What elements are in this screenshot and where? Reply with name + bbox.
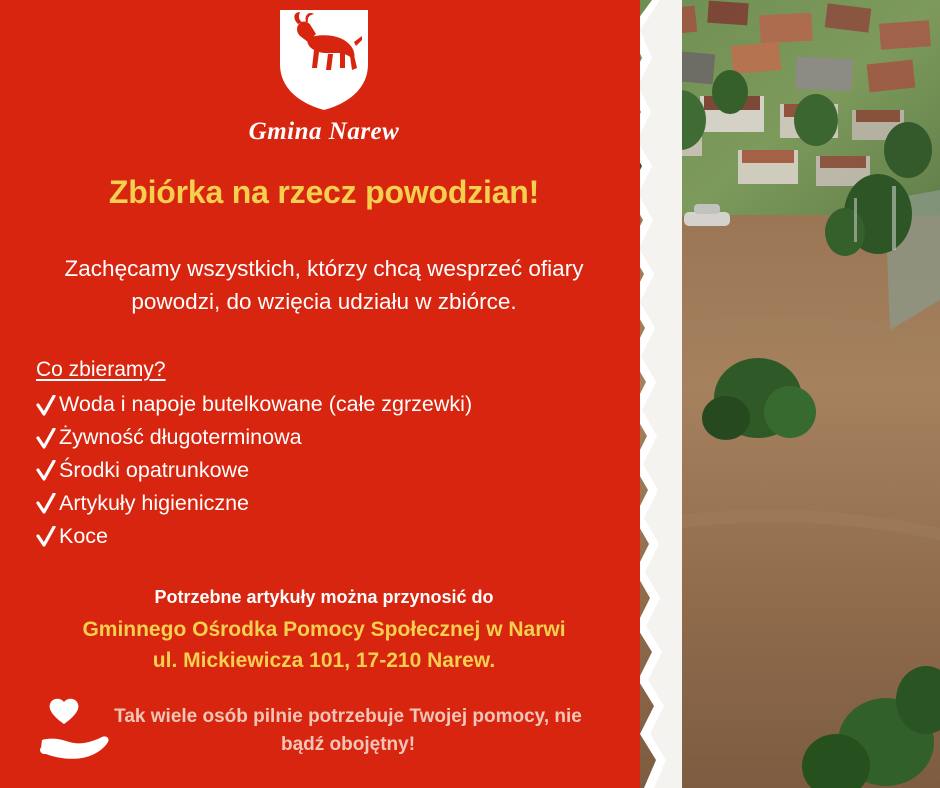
check-icon [36,492,56,514]
address-intro: Potrzebne artykuły można przynosić do [154,586,494,607]
collection-items-list [36,388,624,552]
list-item-label: Żywność długoterminowa [59,425,302,450]
dropoff-address-block [24,587,624,677]
address-line-2: ul. Mickiewicza 101, 17-210 Narew. [152,649,496,673]
address-line-1: Gminnego Ośrodka Pomocy Społecznej w Narwi [82,617,566,641]
list-item [36,520,624,553]
footer-block [24,696,624,766]
list-item-label: Artykuły higieniczne [59,490,250,515]
collection-list-section [24,358,624,552]
list-item-label: Koce [59,523,109,548]
flood-photo-panel [640,0,940,788]
list-item-label: Woda i napoje butelkowane (całe zgrzewki) [59,392,473,417]
flood-photo [640,0,940,788]
intro-paragraph: Zachęcamy wszystkich, którzy chcą wesprzeć ofiary powodzi, do wzięcia udziału w zbiórce. [64,256,584,314]
page-title: Zbiórka na rzecz powodzian! [108,174,540,210]
footer-message: Tak wiele osób pilnie potrzebuje Twojej pomocy, nie bądź obojętny! [114,705,582,755]
municipality-crest-block [24,0,624,146]
check-icon [36,459,56,481]
list-item [36,421,624,454]
hand-holding-heart-icon [38,696,112,766]
list-item-label: Środki opatrunkowe [59,458,250,483]
check-icon [36,525,56,547]
list-item [36,388,624,421]
check-icon [36,394,56,416]
list-item [36,454,624,487]
collection-list-title: Co zbieramy? [36,358,166,382]
coat-of-arms-goat-shield-icon [278,8,370,112]
list-item [36,487,624,520]
municipality-name: Gmina Narew [248,118,400,145]
check-icon [36,427,56,449]
